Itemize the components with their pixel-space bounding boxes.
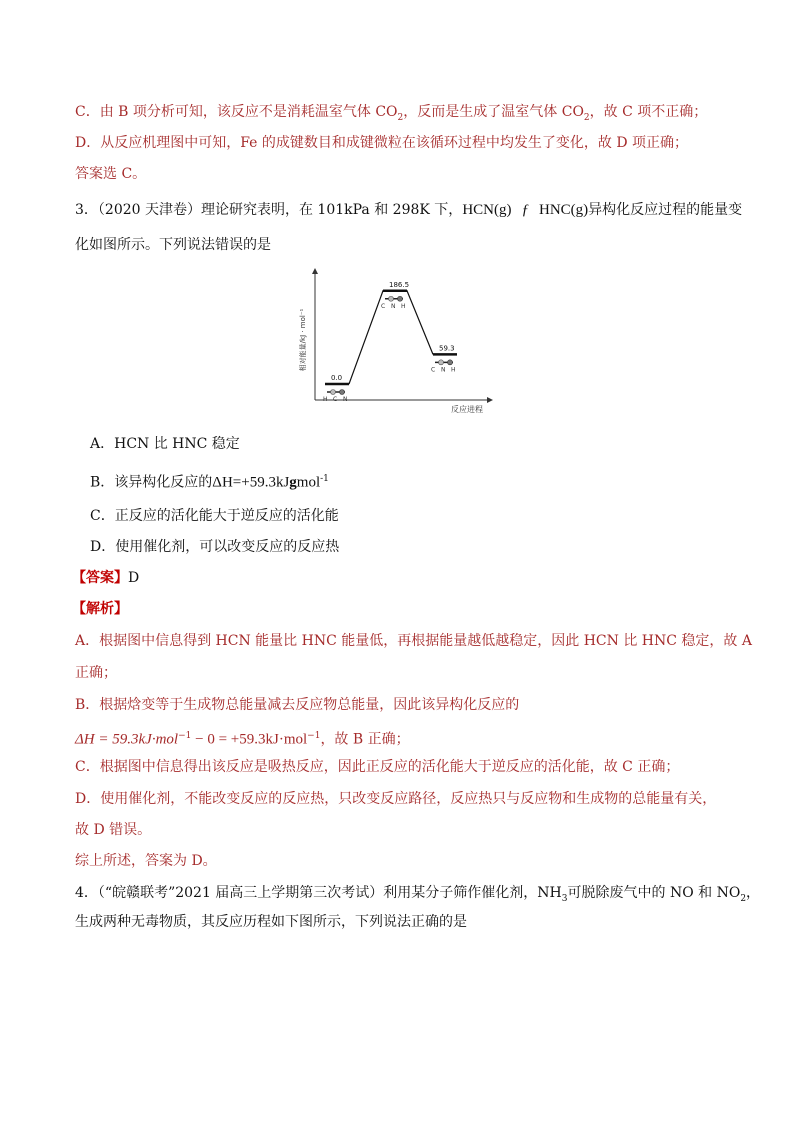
q3-analysis-tag: 【解析】 [72, 601, 128, 617]
q3-stem-line-1: 3．（2020 天津卷）理论研究表明，在 101kPa 和 298K 下，HCN(g) ƒ HNC(g)异构化反应过程的能量变 [75, 202, 743, 218]
analysis-a-line-2: 正确； [75, 665, 117, 681]
atom-label: C [431, 366, 436, 374]
atom-sphere [331, 390, 336, 395]
atom-sphere [448, 360, 453, 365]
x-axis-label: 反应进程 [451, 405, 483, 414]
atom-sphere [340, 390, 345, 395]
option-d-explanation: D．从反应机理图中可知，Fe 的成键数目和成键微粒在该循环过程中均发生了变化，故 D 项正确； [75, 135, 689, 151]
atom-label: N [391, 302, 396, 310]
q4-stem-line-2: 生成两种无毒物质，其反应历程如下图所示，下列说法正确的是 [75, 914, 467, 930]
atom-sphere [398, 296, 403, 301]
atom-label: H [401, 302, 406, 310]
q3-option-c: C．正反应的活化能大于逆反应的活化能 [90, 508, 339, 524]
y-axis-label: 相对能量/kJ · mol⁻¹ [299, 308, 307, 372]
analysis-d-line-1: D．使用催化剂，不能改变反应的反应热，只改变反应路径，反应热只与反应物和生成物的总能量有关， [75, 791, 717, 807]
atom-label: N [441, 366, 446, 374]
atom-label: H [323, 396, 328, 403]
analysis-summary: 综上所述，答案为 D。 [75, 853, 217, 869]
analysis-a-line-1: A．根据图中信息得到 HCN 能量比 HNC 能量低，再根据能量越低越稳定，因此 HCN 比 HNC 稳定，故 A [75, 633, 752, 649]
q3-answer: 【答案】D [72, 570, 140, 586]
atom-label: C [381, 302, 386, 310]
y-axis [312, 268, 318, 400]
atom-sphere [389, 296, 394, 301]
atom-label: C [333, 396, 338, 403]
answer-line: 答案选 C。 [75, 166, 147, 182]
atom-label: N [343, 396, 348, 403]
energy-level-label: 59.3 [439, 344, 455, 353]
energy-level-label: 0.0 [331, 374, 343, 382]
atom-label: H [451, 366, 456, 374]
energy-diagram [295, 268, 495, 418]
q3-option-b: B．该异构化反应的ΔH=+59.3kJgmol$^{-1}$ [90, 474, 329, 491]
analysis-d-line-2: 故 D 错误。 [75, 822, 152, 838]
analysis-b-line-1: B．根据焓变等于生成物总能量减去反应物总能量，因此该异构化反应的 [75, 697, 520, 713]
option-c-explanation: C．由 B 项分析可知，该反应不是消耗温室气体 $CO_2$，反而是生成了温室气体 $CO_2$，故 C 项不正确； [75, 104, 708, 123]
energy-level-label: 186.5 [389, 280, 410, 289]
x-axis [315, 397, 493, 403]
q3-option-d: D．使用催化剂，可以改变反应的反应热 [90, 539, 340, 555]
q3-option-a: A．HCN 比 HNC 稳定 [90, 436, 240, 452]
analysis-b-line-2: ΔH = 59.3kJ·mol$^{-1}$ − 0 = +59.3kJ·mol$^{-1}$，故 B 正确； [75, 731, 410, 748]
analysis-c: C．根据图中信息得出该反应是吸热反应，因此正反应的活化能大于逆反应的活化能，故 C 正确； [75, 759, 680, 775]
q3-stem-line-2: 化如图所示。下列说法错误的是 [75, 237, 271, 253]
atom-sphere [439, 360, 444, 365]
q4-stem-line-1: 4．（“皖赣联考”2021 届高三上学期第三次考试）利用某分子筛作催化剂，$NH_3$可脱除废气中的 NO 和 $NO_2$， [75, 885, 761, 904]
